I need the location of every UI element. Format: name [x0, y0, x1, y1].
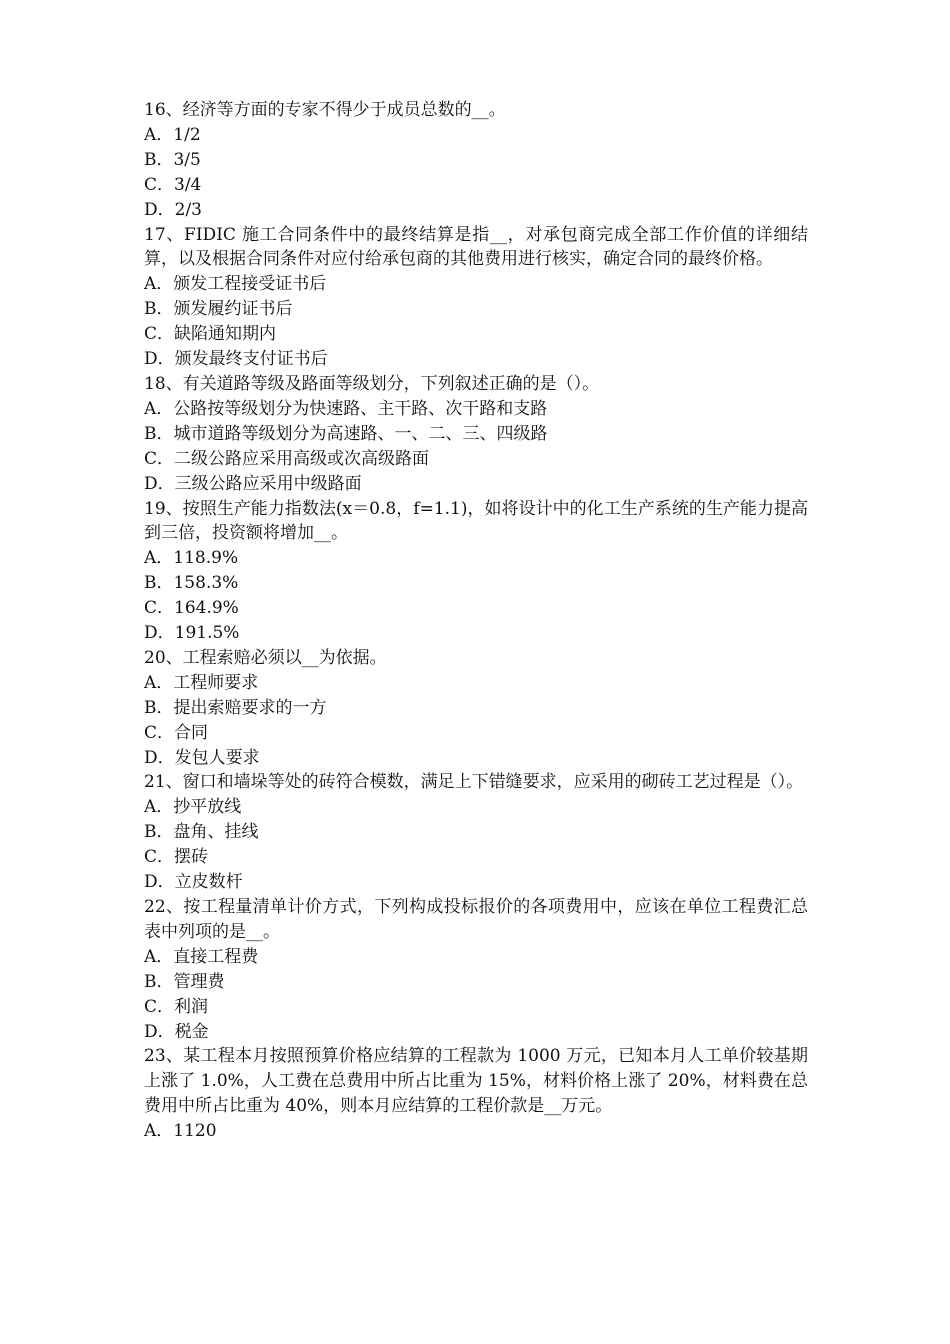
option-d: D．颁发最终支付证书后 [144, 349, 328, 370]
option-a: A．工程师要求 [144, 672, 259, 693]
option-d: D．税金 [144, 1021, 209, 1042]
option-a: A．1/2 [144, 124, 201, 145]
option-c: C．利润 [144, 996, 209, 1017]
question-19 [144, 497, 808, 646]
option-b: B．盘角、挂线 [144, 822, 259, 843]
question-23 [144, 1044, 808, 1144]
option-d: D．发包人要求 [144, 747, 260, 768]
question-22 [144, 895, 808, 1044]
option-c: C．二级公路应采用高级或次高级路面 [144, 448, 430, 469]
option-b: B．158.3% [144, 573, 239, 594]
question-stem: 23、某工程本月按照预算价格应结算的工程款为 1000 万元，已知本月人工单价较基期上涨了 1.0%，人工费在总费用中所占比重为 15%，材料价格上涨了 20%，材料费在总费用中所占比重为 40%，则本月应结算的工程价款是__万元。 [144, 1046, 808, 1117]
option-d: D．立皮数杆 [144, 872, 243, 893]
question-stem: 22、按工程量清单计价方式，下列构成投标报价的各项费用中，应该在单位工程费汇总表中列项的是__。 [144, 897, 808, 942]
question-stem: 16、经济等方面的专家不得少于成员总数的__。 [144, 100, 506, 120]
question-stem: 18、有关道路等级及路面等级划分，下列叙述正确的是（）。 [144, 373, 600, 394]
question-20 [144, 646, 808, 771]
option-a: A．直接工程费 [144, 946, 259, 967]
option-c: C．摆砖 [144, 847, 209, 868]
option-d: D．三级公路应采用中级路面 [144, 473, 362, 494]
option-c: C．3/4 [144, 174, 202, 195]
option-b: B．城市道路等级划分为高速路、一、二、三、四级路 [144, 423, 548, 444]
option-a: A．颁发工程接受证书后 [144, 274, 327, 295]
option-c: C．164.9% [144, 598, 239, 619]
option-d: D．191.5% [144, 623, 240, 644]
option-a: A．1120 [144, 1121, 217, 1142]
option-b: B．颁发履约证书后 [144, 299, 293, 320]
option-a: A．抄平放线 [144, 797, 242, 818]
option-b: B．提出索赔要求的一方 [144, 697, 327, 718]
question-stem: 21、窗口和墙垛等处的砖符合模数，满足上下错缝要求，应采用的砌砖工艺过程是（）。 [144, 772, 804, 793]
question-16 [144, 98, 808, 223]
option-c: C．合同 [144, 722, 209, 743]
question-stem: 17、FIDIC 施工合同条件中的最终结算是指__，对承包商完成全部工作价值的详细结算，以及根据合同条件对应付给承包商的其他费用进行核实，确定合同的最终价格。 [144, 224, 808, 270]
question-18 [144, 372, 808, 497]
option-a: A．公路按等级划分为快速路、主干路、次干路和支路 [144, 398, 548, 419]
question-stem: 20、工程索赔必须以__为依据。 [144, 647, 387, 668]
option-d: D．2/3 [144, 199, 202, 220]
question-17 [144, 223, 808, 372]
option-b: B．3/5 [144, 149, 201, 170]
option-c: C．缺陷通知期内 [144, 324, 277, 345]
question-stem: 19、按照生产能力指数法(x＝0.8，f=1.1)，如将设计中的化工生产系统的生产能力提高到三倍，投资额将增加__。 [144, 498, 808, 544]
document-page [144, 98, 808, 1144]
option-b: B．管理费 [144, 971, 225, 992]
question-21 [144, 770, 808, 895]
option-a: A．118.9% [144, 548, 239, 569]
